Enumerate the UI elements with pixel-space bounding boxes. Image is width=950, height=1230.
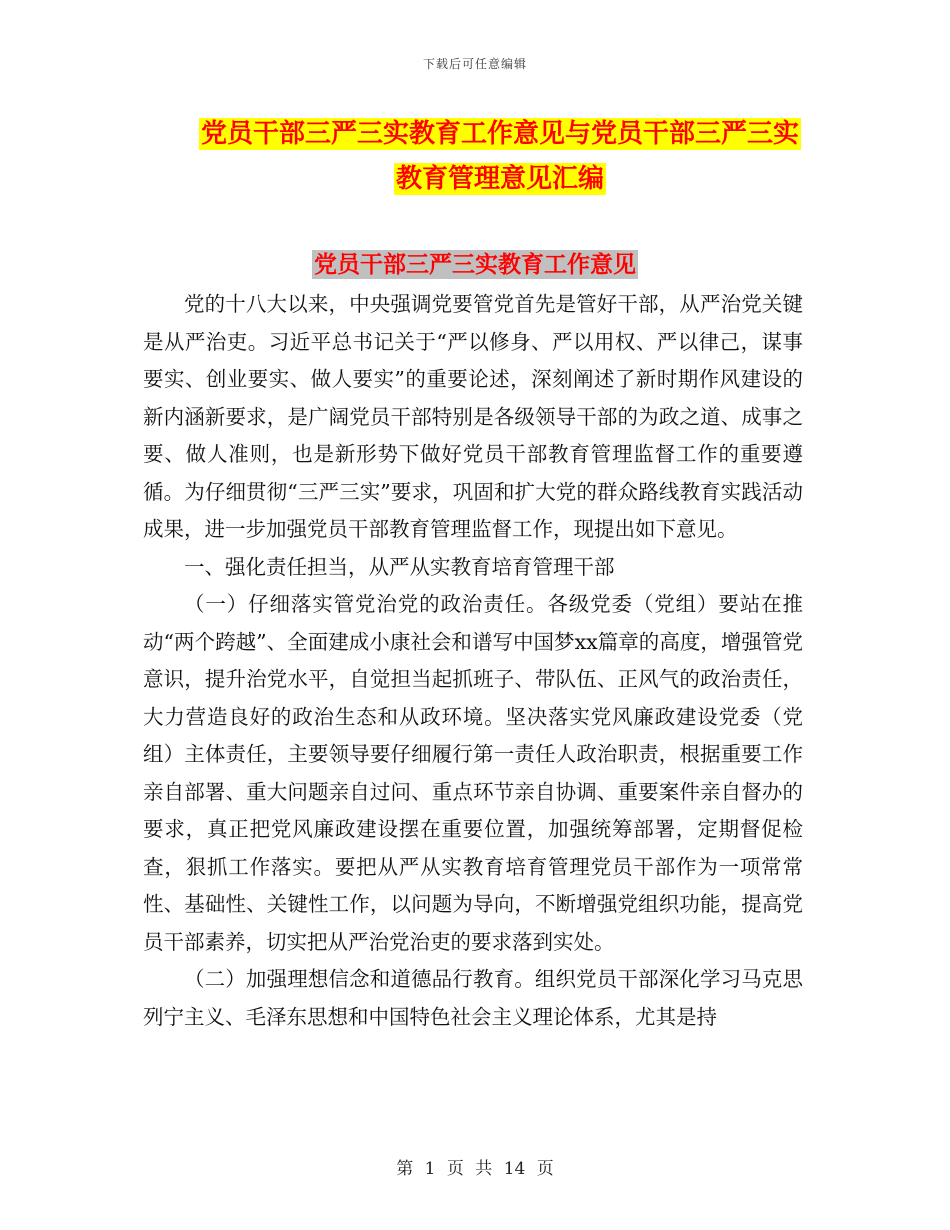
page-header-note: 下载后可任意编辑 [422,57,527,71]
page-number-footer: 第 1 页 共 14 页 [396,1159,554,1179]
section-title-text: 党员干部三严三实教育工作意见 [314,251,636,278]
section-title [0,246,950,279]
paragraph-item-2: （二）加强理想信念和道德品行教育。组织党员干部深化学习马克思列宁主义、毛泽东思想和中国特色社会主义理论体系，尤其是持 [143,967,803,1029]
paragraph-intro: 党的十八大以来，中央强调党要管党首先是管好干部，从严治党关键是从严治吏。习近平总书记关于“严以修身、严以用权、严以律己，谋事要实、创业要实、做人要实”的重要论述，深刻阐述了新时期作风建设的新内涵新要求，是广阔党员干部特别是各级领导干部的为政之道、成事之要、做人准则，也是新形势下做好党员干部教育管理监督工作的重要遵循。为仔细贯彻“三严三实”要求，巩固和扩大党的群众路线教育实践活动成果，进一步加强党员干部教育管理监督工作，现提出如下意见。 [143,292,803,541]
document-body [143,286,803,1036]
paragraph-item-1: （一）仔细落实管党治党的政治责任。各级党委（党组）要站在推动“两个跨越”、全面建成小康社会和谱写中国梦xx篇章的高度，增强管党意识，提升治党水平，自觉担当起抓班子、带队伍、正风气的政治责任，大力营造良好的政治生态和从政环境。坚决落实党风廉政建设党委（党组）主体责任，主要领导要仔细履行第一责任人政治职责，根据重要工作亲自部署、重大问题亲自过问、重点环节亲自协调、重要案件亲自督办的要求，真正把党风廉政建设摆在重要位置，加强统筹部署，定期督促检查，狠抓工作落实。要把从严从实教育培育管理党员干部作为一项常常性、基础性、关键性工作，以问题为导向，不断增强党组织功能，提高党员干部素养，切实把从严治党治吏的要求落到实处。 [143,592,803,954]
title-line-2: 教育管理意见汇编 [395,164,604,194]
paragraph-heading-1: 一、强化责任担当，从严从实教育培育管理干部 [184,554,615,579]
document-title [150,112,850,202]
title-line-1: 党员干部三严三实教育工作意见与党员干部三严三实 [200,119,799,149]
